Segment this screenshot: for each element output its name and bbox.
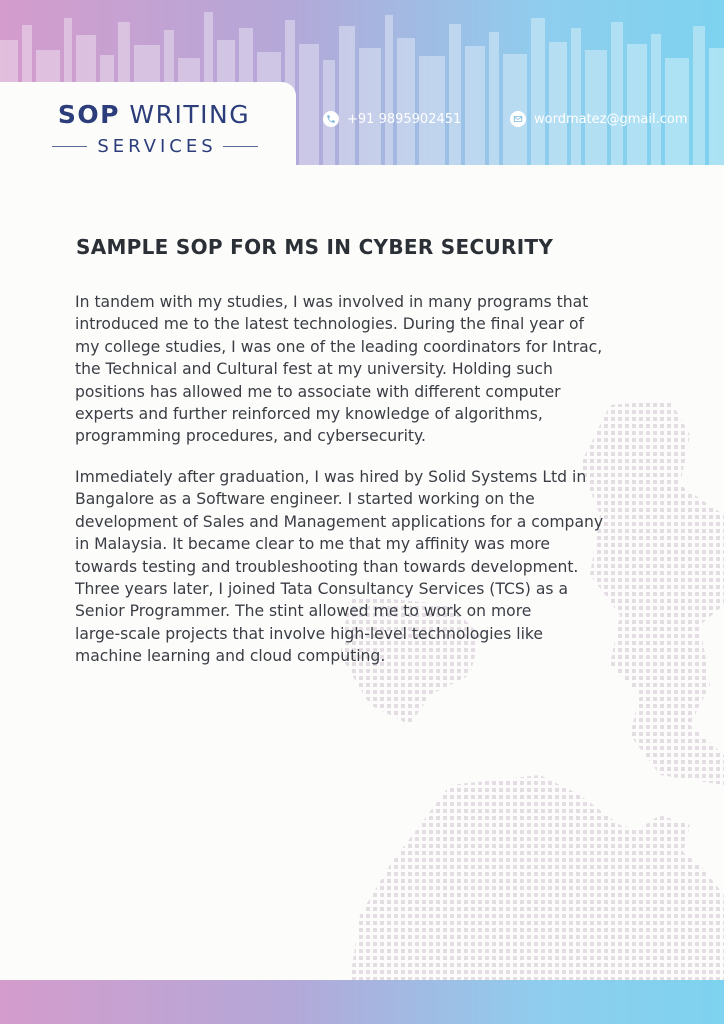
brand-title-bold: SOP <box>57 100 120 129</box>
brand-title-light: WRITING <box>129 100 251 129</box>
brand-subtitle: SERVICES <box>97 135 217 157</box>
body-paragraph-1: In tandem with my studies, I was involved in many programs that introduced me to the latest technologies. During the final year of my college studies, I was one of the leading coordinators for Intrac, the Technical and Cultural fest at my university. Holding such positions has allowed me to associate with different computer experts and further reinforced my knowledge of algorithms, programming procedures, and cybersecurity. <box>75 293 603 446</box>
phone-icon <box>323 111 339 127</box>
subtitle-rule-left <box>52 146 87 147</box>
footer-band <box>0 980 724 1024</box>
email-address: wordmatez@gmail.com <box>534 111 688 127</box>
document-title: SAMPLE SOP FOR MS IN CYBER SECURITY <box>76 235 554 259</box>
body-paragraph-2: Immediately after graduation, I was hired by Solid Systems Ltd in Bangalore as a Software engineer. I started working on the development of Sales and Management applications for a company in Malaysia. It became clear to me that my affinity was more towards testing and troubleshooting than towards development. Three years later, I joined Tata Consultancy Services (TCS) as a Senior Programmer. The stint allowed me to work on more large-scale projects that involve high-level technologies like machine learning and cloud computing. <box>75 468 604 666</box>
brand-logo-title <box>0 100 308 129</box>
brand-logo-subtitle <box>52 136 258 156</box>
phone-number: +91 9895902451 <box>347 111 462 127</box>
contact-email[interactable] <box>510 111 688 127</box>
subtitle-rule-right <box>223 146 258 147</box>
contact-phone[interactable] <box>323 111 461 127</box>
envelope-icon <box>510 111 526 127</box>
